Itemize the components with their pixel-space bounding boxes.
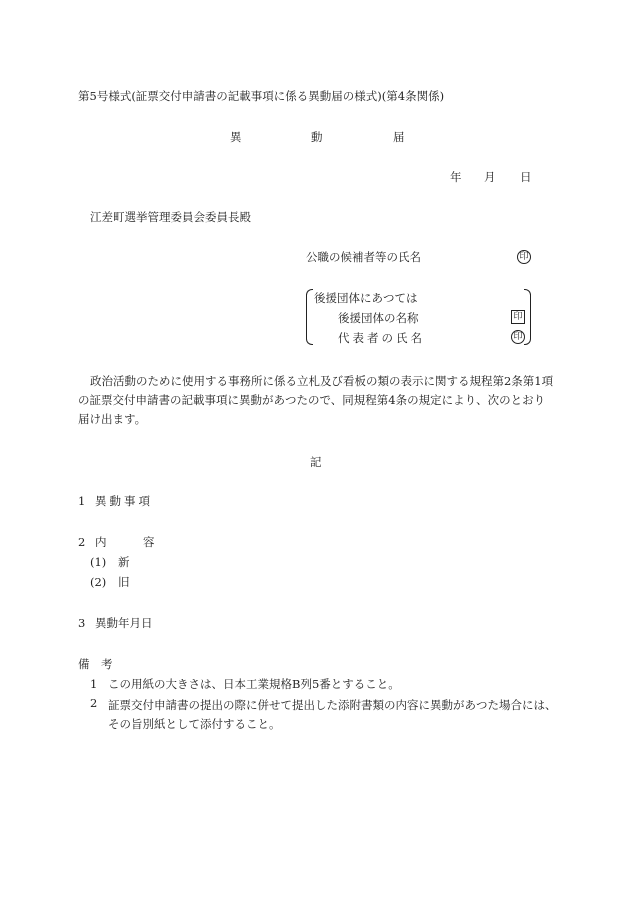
item-3-label: 異動年月日 xyxy=(95,616,153,630)
addressee: 江差町選挙管理委員会委員長殿 xyxy=(90,210,251,224)
item-2-label-b: 容 xyxy=(143,535,155,549)
subitem-old-label: 旧 xyxy=(118,575,130,589)
note-2-text: 証票交付申請書の提出の際に併せて提出した添附書類の内容に異動があつた場合には、その旨別紙として添付すること。 xyxy=(108,698,557,731)
applicant-seal-icon: 印 xyxy=(517,250,531,264)
notes-heading: 備 考 xyxy=(78,657,113,671)
subitem-new-label: 新 xyxy=(118,555,130,569)
body-paragraph: 政治活動のために使用する事務所に係る立札及び看板の類の表示に関する規程第2条第1項の証票交付申請書の記載事項に異動があつたので、同規程第4条の規定により、次のとおり届け出ます。 xyxy=(78,374,554,426)
note-1-text: この用紙の大きさは、日本工業規格B列5番とすること。 xyxy=(108,677,400,691)
item-3-number: 3 xyxy=(78,616,86,630)
item-1-label: 異動事項 xyxy=(95,494,153,508)
item-2-number: 2 xyxy=(78,535,86,549)
rep-name-label: 代表者の氏名 xyxy=(338,331,425,345)
rep-seal-icon: 印 xyxy=(511,330,525,344)
bracket-right xyxy=(524,289,531,345)
doc-title-char-1: 異 xyxy=(230,130,242,144)
date-day: 日 xyxy=(520,170,532,184)
note-2-number: 2 xyxy=(90,696,98,710)
doc-title-char-3: 届 xyxy=(393,130,405,144)
group-intro: 後援団体にあつては xyxy=(314,291,418,305)
group-seal-icon: 印 xyxy=(511,310,525,324)
bracket-left xyxy=(306,289,313,345)
applicant-name-label: 公職の候補者等の氏名 xyxy=(306,250,421,264)
form-title: 第5号様式(証票交付申請書の記載事項に係る異動届の様式)(第4条関係) xyxy=(78,89,445,103)
date-year: 年 xyxy=(450,170,462,184)
subitem-new-number: (1) xyxy=(90,555,107,569)
note-1-number: 1 xyxy=(90,677,98,691)
item-2-label-a: 内 xyxy=(95,535,107,549)
group-name-label: 後援団体の名称 xyxy=(338,311,419,325)
item-1-number: 1 xyxy=(78,494,86,508)
doc-title-char-2: 動 xyxy=(311,130,323,144)
date-month: 月 xyxy=(484,170,496,184)
ki-heading: 記 xyxy=(310,455,322,469)
subitem-old-number: (2) xyxy=(90,575,107,589)
